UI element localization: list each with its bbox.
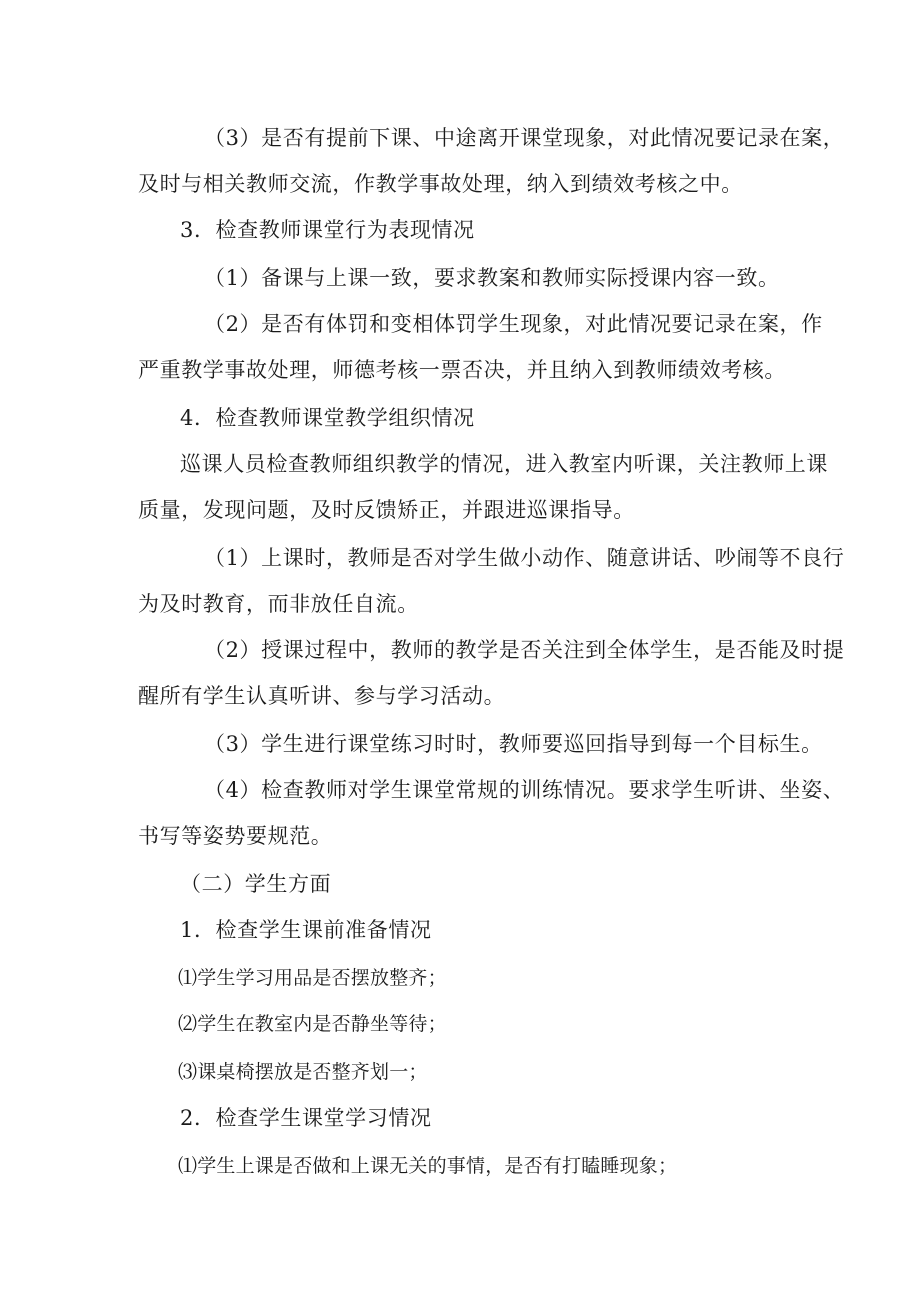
section-heading: 2．检查学生课堂学习情况 [180,1106,432,1130]
paragraph-line: 为及时教育，而非放任自流。 [138,592,419,616]
paragraph-line: （2）是否有体罚和变相体罚学生现象，对此情况要记录在案，作 [204,312,823,336]
paragraph-line: 醒所有学生认真听讲、参与学习活动。 [138,684,506,708]
paragraph-line: （1）上课时，教师是否对学生做小动作、随意讲话、吵闹等不良行 [204,546,845,570]
paragraph-line: （1）备课与上课一致，要求教案和教师实际授课内容一致。 [204,266,780,290]
paragraph-line: （3）学生进行课堂练习时时，教师要巡回指导到每一个目标生。 [204,732,823,756]
section-heading: 1．检查学生课前准备情况 [180,918,432,942]
paragraph-line: 质量，发现问题，及时反馈矫正，并跟进巡课指导。 [138,498,635,522]
paragraph-line: 严重教学事故处理，师德考核一票否决，并且纳入到教师绩效考核。 [138,358,786,382]
paragraph-line: 巡课人员检查教师组织教学的情况，进入教室内听课，关注教师上课 [180,452,828,476]
paragraph-line: （2）授课过程中，教师的教学是否关注到全体学生，是否能及时提 [204,638,845,662]
section-heading: 3．检查教师课堂行为表现情况 [180,218,475,242]
list-item: ⑴学生上课是否做和上课无关的事情，是否有打瞌睡现象； [178,1155,678,1177]
section-heading: （二）学生方面 [180,872,332,896]
list-item: ⑵学生在教室内是否静坐等待； [178,1013,447,1035]
paragraph-line: （4）检查教师对学生课堂常规的训练情况。要求学生听讲、坐姿、 [204,778,845,802]
section-heading: 4．检查教师课堂教学组织情况 [180,406,475,430]
list-item: ⑶课桌椅摆放是否整齐划一； [178,1061,428,1083]
paragraph-line: （3）是否有提前下课、中途离开课堂现象，对此情况要记录在案， [204,126,845,150]
paragraph-line: 及时与相关教师交流，作教学事故处理，纳入到绩效考核之中。 [138,172,743,196]
list-item: ⑴学生学习用品是否摆放整齐； [178,967,447,989]
paragraph-line: 书写等姿势要规范。 [138,824,333,848]
